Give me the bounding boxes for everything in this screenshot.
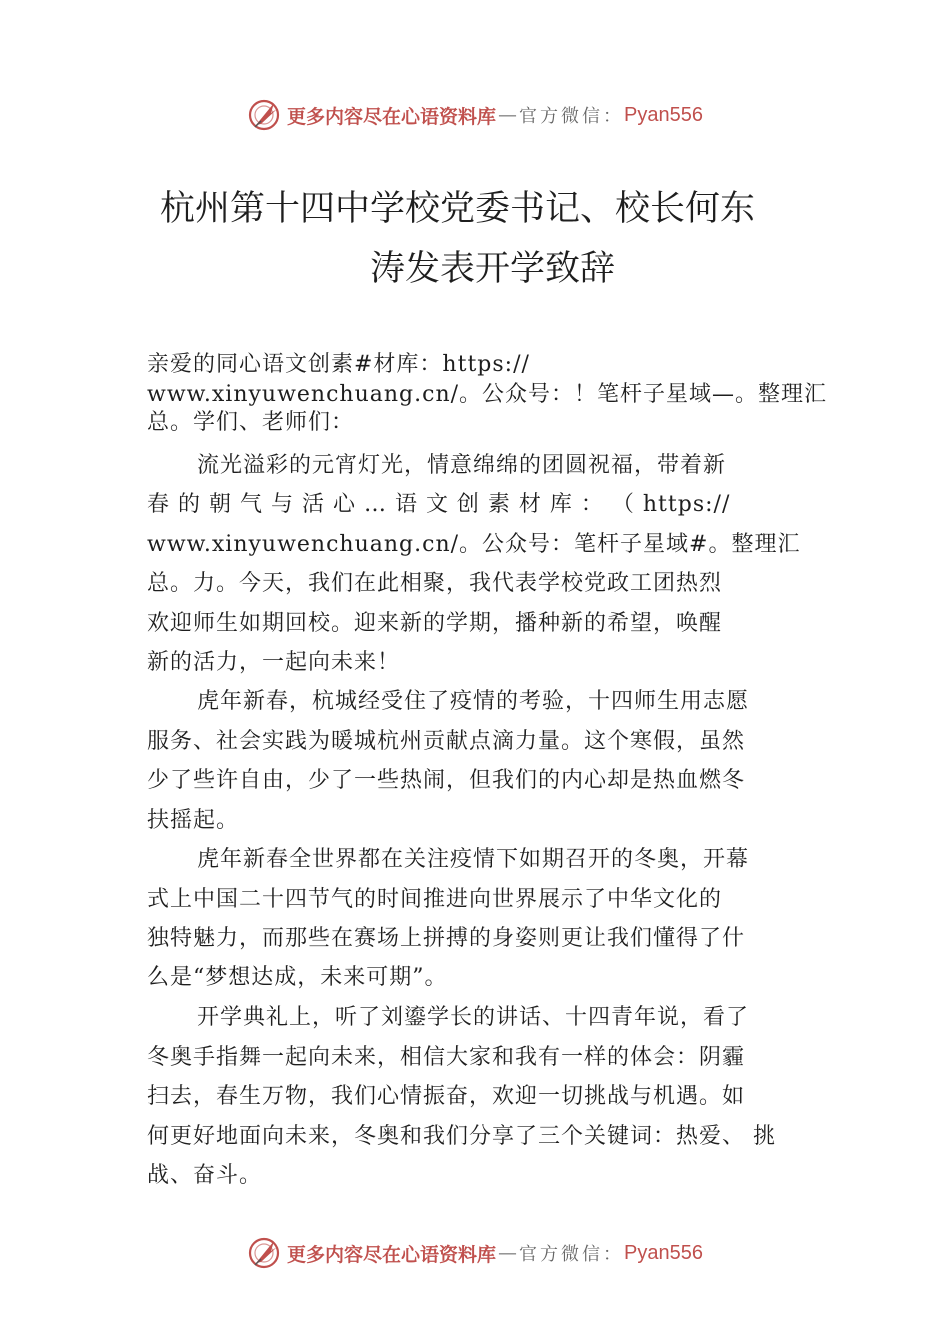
wechat-id: Pyan556 <box>624 1241 703 1264</box>
paragraph-line: 欢迎师生如期回校。迎来新的学期，播种新的希望，唤醒 <box>147 611 723 636</box>
header-watermark-banner <box>0 95 950 135</box>
brand-text: 更多内容尽在心语资料库 <box>287 105 497 128</box>
wechat-id: Pyan556 <box>624 103 703 126</box>
quill-logo-icon <box>247 1235 283 1271</box>
official-wechat-label: 官方微信： <box>519 1244 625 1265</box>
paragraph-line: 总。力。今天，我们在此相聚，我代表学校党政工团热烈 <box>147 571 723 596</box>
banner-dash: — <box>498 104 518 126</box>
banner-dash: — <box>498 1242 518 1264</box>
quill-logo-icon <box>247 97 283 133</box>
paragraph-line: 服务、社会实践为暖城杭州贡献点滴力量。这个寒假，虽然 <box>147 729 746 754</box>
paragraph-line: 么是“梦想达成，未来可期”。 <box>147 965 448 990</box>
paragraph-line: 流光溢彩的元宵灯光，情意绵绵的团圆祝福，带着新 <box>197 453 727 478</box>
intro-line: www.xinyuwenchuang.cn/。公众号：！笔杆子星域—。整理汇 <box>147 382 828 407</box>
paragraph-line: 虎年新春全世界都在关注疫情下如期召开的冬奥，开幕 <box>197 847 750 872</box>
footer-watermark-banner <box>0 1233 950 1273</box>
paragraph-line: 新的活力，一起向未来！ <box>147 650 401 675</box>
paragraph-line: 式上中国二十四节气的时间推进向世界展示了中华文化的 <box>147 887 723 912</box>
paragraph-line: 春 的 朝 气 与 活 心 … 语 文 创 素 材 库 ： （ https:// <box>147 492 731 517</box>
paragraph-line: 少了些许自由，少了一些热闹，但我们的内心却是热血燃冬 <box>147 768 746 793</box>
paragraph-line: 开学典礼上，听了刘鎏学长的讲话、十四青年说，看了 <box>197 1005 750 1030</box>
paragraph-line: 战、奋斗。 <box>147 1163 263 1188</box>
paragraph-line: 何更好地面向未来，冬奥和我们分享了三个关键词：热爱、 挑 <box>147 1124 776 1149</box>
brand-text: 更多内容尽在心语资料库 <box>287 1243 497 1266</box>
paragraph-line: 冬奥手指舞一起向未来，相信大家和我有一样的体会：阴霾 <box>147 1045 746 1070</box>
paragraph-line: 虎年新春，杭城经受住了疫情的考验，十四师生用志愿 <box>197 689 750 714</box>
official-wechat-label: 官方微信： <box>519 106 625 127</box>
paragraph-line: 扶摇起。 <box>147 808 240 833</box>
intro-line: 亲爱的同心语文创素#材库：https:// <box>147 352 530 377</box>
title-line-2: 涛发表开学致辞 <box>370 249 616 289</box>
intro-line: 总。学们、老师们： <box>147 410 355 435</box>
paragraph-line: www.xinyuwenchuang.cn/。公众号：笔杆子星域#。整理汇 <box>147 532 801 557</box>
paragraph-line: 扫去，春生万物，我们心情振奋，欢迎一切挑战与机遇。如 <box>147 1084 746 1109</box>
paragraph-line: 独特魅力，而那些在赛场上拼搏的身姿则更让我们懂得了什 <box>147 926 746 951</box>
title-line-1: 杭州第十四中学校党委书记、校长何东 <box>160 189 756 229</box>
